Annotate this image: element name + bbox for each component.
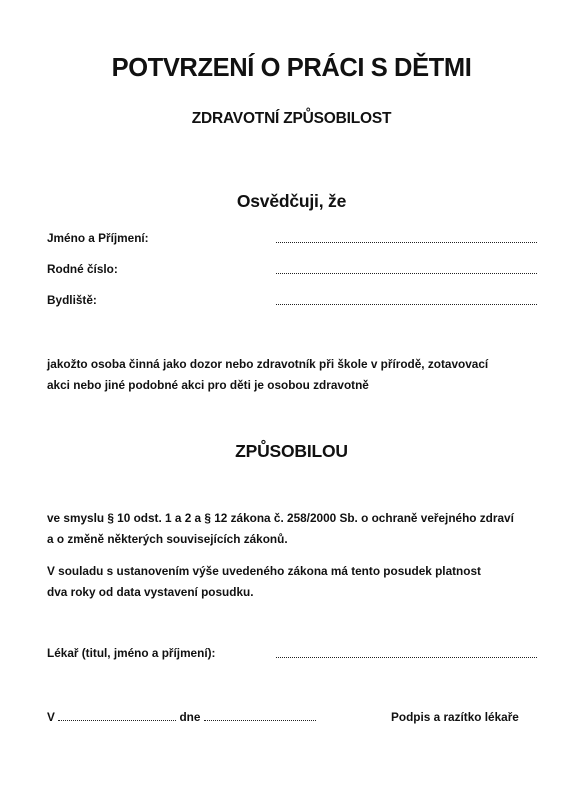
law-line-2: a o změně některých souvisejících zákonů. (47, 532, 288, 546)
law-paragraph (47, 508, 547, 550)
signature-label: Podpis a razítko lékaře (391, 710, 519, 724)
birth-number-field-line[interactable] (276, 273, 537, 274)
validity-period: dva roky (47, 585, 96, 599)
validity-rest: od data vystavení posudku. (95, 585, 254, 599)
fit-heading: ZPŮSOBILOU (235, 441, 348, 461)
birth-number-field-row (47, 262, 537, 278)
place-prefix: V (47, 710, 55, 724)
role-paragraph (47, 354, 547, 396)
validity-line-1: V souladu s ustanovením výše uvedeného zákona má tento posudek platnost (47, 564, 481, 578)
birth-number-field-label: Rodné číslo: (47, 262, 118, 276)
certify-heading: Osvědčuji, že (236, 191, 347, 211)
doctor-field-label: Lékař (titul, jméno a příjmení): (47, 646, 216, 660)
residence-field-line[interactable] (276, 304, 537, 305)
document-title: POTVRZENÍ O PRÁCI S DĚTMI (111, 54, 472, 82)
place-date-line (47, 710, 316, 724)
doctor-field-row (47, 646, 537, 662)
place-field-line[interactable] (58, 719, 176, 721)
role-line-2: akci nebo jiné podobné akci pro děti je osobou zdravotně (47, 378, 369, 392)
residence-field-row (47, 293, 537, 309)
document-subtitle: ZDRAVOTNÍ ZPŮSOBILOST (191, 110, 392, 127)
date-prefix: dne (179, 710, 201, 724)
law-line-1: ve smyslu § 10 odst. 1 a 2 a § 12 zákona č. 258/2000 Sb. o ochraně veřejného zdraví (47, 511, 514, 525)
validity-paragraph (47, 561, 547, 603)
name-field-label: Jméno a Příjmení: (47, 231, 149, 245)
role-line-1: jakožto osoba činná jako dozor nebo zdravotník při škole v přírodě, zotavovací (47, 357, 489, 371)
doctor-field-line[interactable] (276, 657, 537, 658)
name-field-row (47, 231, 537, 247)
name-field-line[interactable] (276, 242, 537, 243)
date-field-line[interactable] (204, 719, 316, 721)
residence-field-label: Bydliště: (47, 293, 97, 307)
